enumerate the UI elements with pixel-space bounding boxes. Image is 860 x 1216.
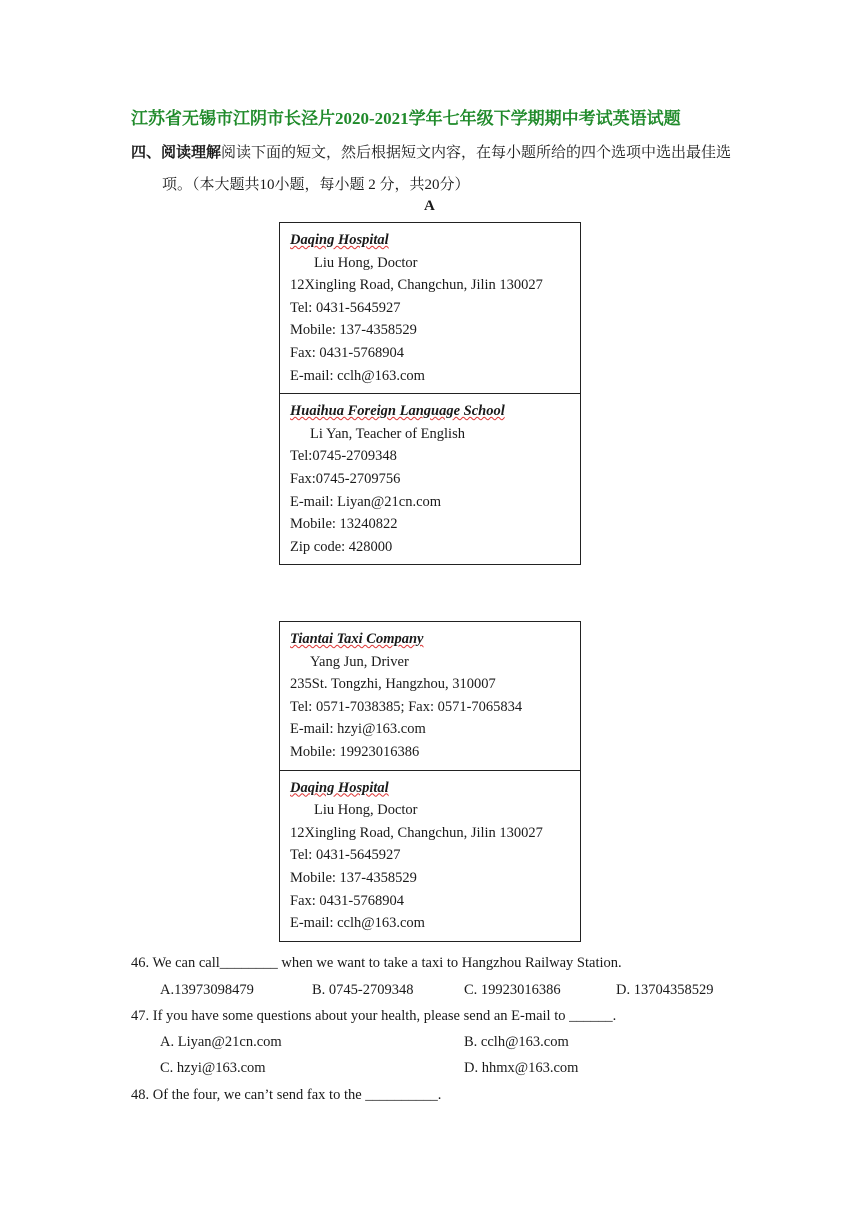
card-address: 235St. Tongzhi, Hangzhou, 310007	[290, 676, 496, 693]
card-email: E-mail: Liyan@21cn.com	[290, 493, 442, 510]
card-address: 12Xingling Road, Changchun, Jilin 130027	[290, 824, 543, 841]
card-fax: Fax: 0431-5768904	[290, 892, 404, 909]
question-46: 46. We can call________ when we want to take a taxi to Hangzhou Railway Station.	[131, 955, 622, 971]
instruction-line-1: 阅读下面的短文，然后根据短文内容，在每小题所给的四个选项中选出最佳选	[221, 145, 732, 161]
card-person: Liu Hong, Doctor	[314, 802, 418, 819]
card-mobile: Mobile: 137-4358529	[290, 322, 417, 339]
document-title: 江苏省无锡市江阴市长泾片2020-2021学年七年级下学期期中考试英语试题	[131, 109, 681, 128]
section-instruction	[131, 137, 743, 201]
card-mobile: Mobile: 13240822	[290, 516, 398, 533]
card-organization: Daqing Hospital	[290, 779, 389, 796]
question-47-option-d: D. hhmx@163.com	[464, 1060, 579, 1076]
card-mobile: Mobile: 19923016386	[290, 743, 420, 760]
business-cards-bottom	[279, 621, 581, 942]
card-tel: Tel:0745-2709348	[290, 448, 397, 465]
instruction-line-2: 项。（本大题共10小题，每小题 2 分，共20分）	[162, 177, 470, 193]
card-tel-fax: Tel: 0571-7038385; Fax: 0571-7065834	[290, 698, 523, 715]
card-person: Li Yan, Teacher of English	[310, 425, 465, 442]
card-organization: Daqing Hospital	[290, 232, 389, 248]
card-email: E-mail: hzyi@163.com	[290, 721, 426, 738]
card-tel: Tel: 0431-5645927	[290, 847, 401, 864]
question-47-option-c: C. hzyi@163.com	[160, 1060, 266, 1076]
card-organization: Tiantai Taxi Company	[290, 631, 424, 647]
card-address: 12Xingling Road, Changchun, Jilin 130027	[290, 277, 543, 294]
card-person: Liu Hong, Doctor	[314, 254, 418, 271]
card-mobile: Mobile: 137-4358529	[290, 869, 417, 886]
question-47-option-b: B. cclh@163.com	[464, 1034, 569, 1050]
business-card	[280, 622, 580, 770]
question-48: 48. Of the four, we can’t send fax to the __________.	[131, 1087, 442, 1103]
card-tel: Tel: 0431-5645927	[290, 299, 401, 316]
card-fax: Fax:0745-2709756	[290, 470, 401, 487]
card-organization: Huaihua Foreign Language School	[290, 403, 505, 420]
business-card	[280, 223, 580, 393]
business-cards-top	[279, 222, 581, 565]
question-46-option-d: D. 13704358529	[616, 982, 714, 998]
section-heading: 四、阅读理解	[131, 145, 222, 161]
question-46-option-b: B. 0745-2709348	[312, 982, 414, 998]
business-card	[280, 393, 580, 564]
card-person: Yang Jun, Driver	[310, 653, 409, 670]
business-card	[280, 770, 580, 941]
question-47: 47. If you have some questions about your health, please send an E-mail to ______.	[131, 1008, 617, 1024]
question-46-option-c: C. 19923016386	[464, 982, 561, 998]
card-email: E-mail: cclh@163.com	[290, 915, 425, 932]
question-47-option-a: A. Liyan@21cn.com	[160, 1034, 282, 1050]
question-46-option-a: A.13973098479	[160, 982, 254, 998]
passage-label: A	[424, 198, 435, 214]
card-zip: Zip code: 428000	[290, 538, 393, 555]
card-email: E-mail: cclh@163.com	[290, 367, 425, 384]
card-fax: Fax: 0431-5768904	[290, 344, 404, 361]
